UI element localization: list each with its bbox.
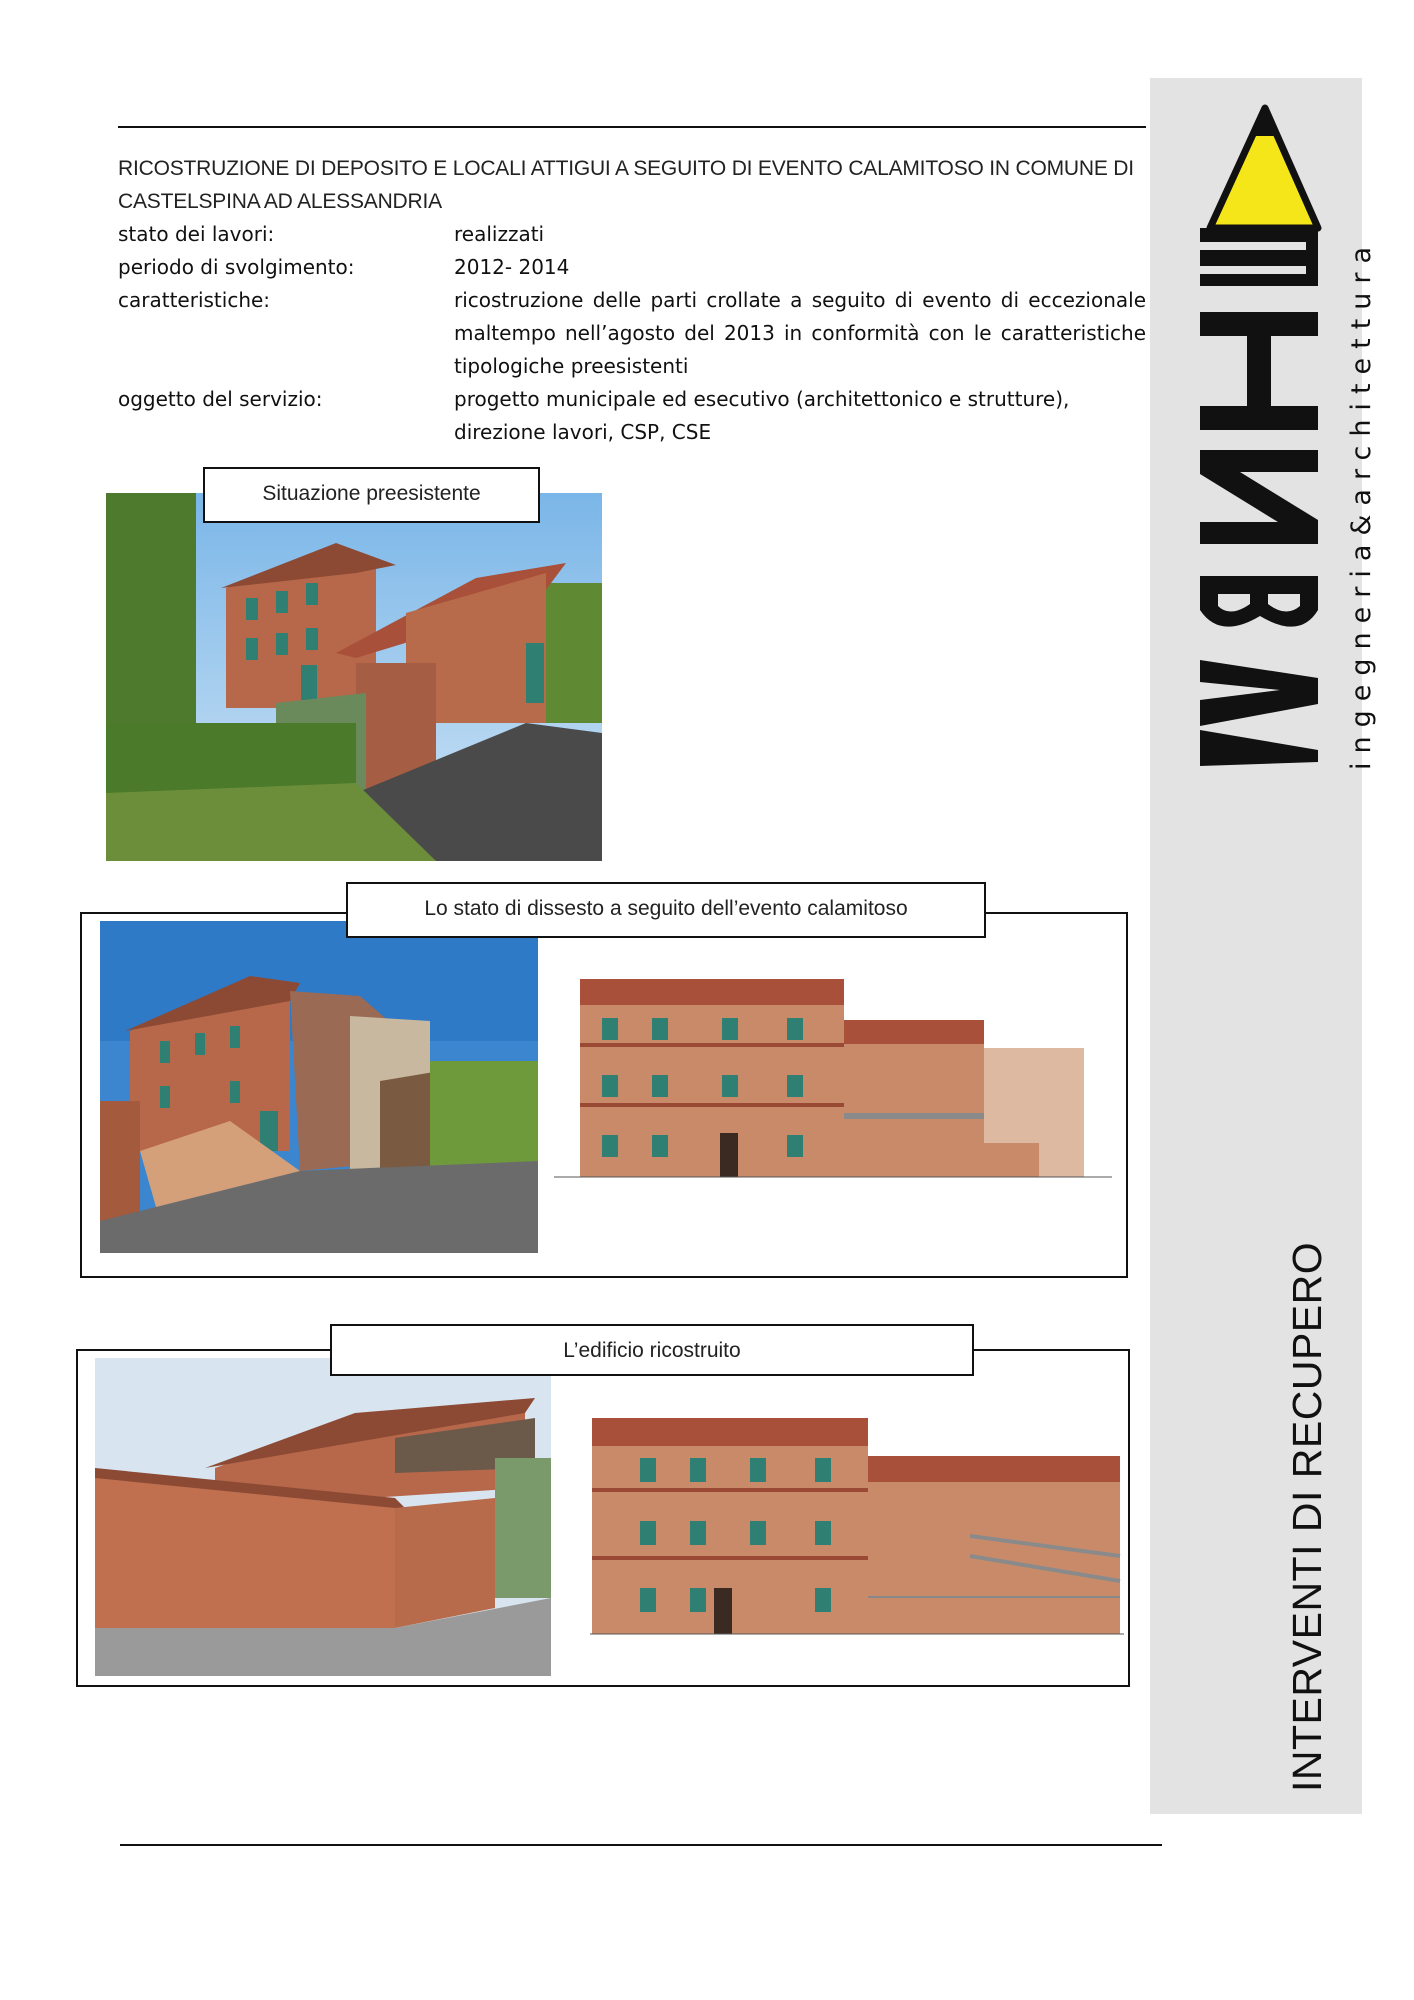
detail-key: caratteristiche: <box>118 288 271 312</box>
photo-rebuilt <box>95 1358 551 1676</box>
photo-before <box>106 493 602 861</box>
section-label-before: Situazione preesistente <box>203 467 540 523</box>
elevation-drawing-rebuilt <box>590 1416 1124 1648</box>
photo-damage <box>100 921 538 1253</box>
tagline-vertical <box>1346 238 1377 770</box>
detail-key: oggetto del servizio: <box>118 387 323 411</box>
bottom-rule <box>120 1844 1162 1846</box>
section-label-damage: Lo stato di dissesto a seguito dell’evento calamitoso <box>346 882 986 938</box>
detail-value: realizzati <box>454 222 545 246</box>
detail-key: periodo di svolgimento: <box>118 255 355 279</box>
company-tagline: ingegneria&architettura <box>1346 237 1377 770</box>
company-logo <box>1200 100 1330 766</box>
project-title: RICOSTRUZIONE DI DEPOSITO E LOCALI ATTIGUI A SEGUITO DI EVENTO CALAMITOSO IN COMUNE DI CASTELSPINA AD ALESSANDRIA <box>118 157 1134 213</box>
detail-key: stato dei lavori: <box>118 222 275 246</box>
section-label-rebuilt: L’edificio ricostruito <box>330 1324 974 1376</box>
detail-value: progetto municipale ed esecutivo (architettonico e strutture), direzione lavori, CSP, CSE <box>454 387 1070 444</box>
section-title: INTERVENTI DI RECUPERO <box>1284 1241 1330 1792</box>
detail-value: ricostruzione delle parti crollate a seguito di evento di eccezionale maltempo nell’agosto del 2013 in conformità con le caratteristiche tipologiche preesistenti <box>454 288 1146 378</box>
detail-value: 2012- 2014 <box>454 255 570 279</box>
top-rule <box>118 126 1146 128</box>
section-title-vertical <box>1284 1242 1331 1792</box>
elevation-drawing-damage <box>552 973 1112 1223</box>
